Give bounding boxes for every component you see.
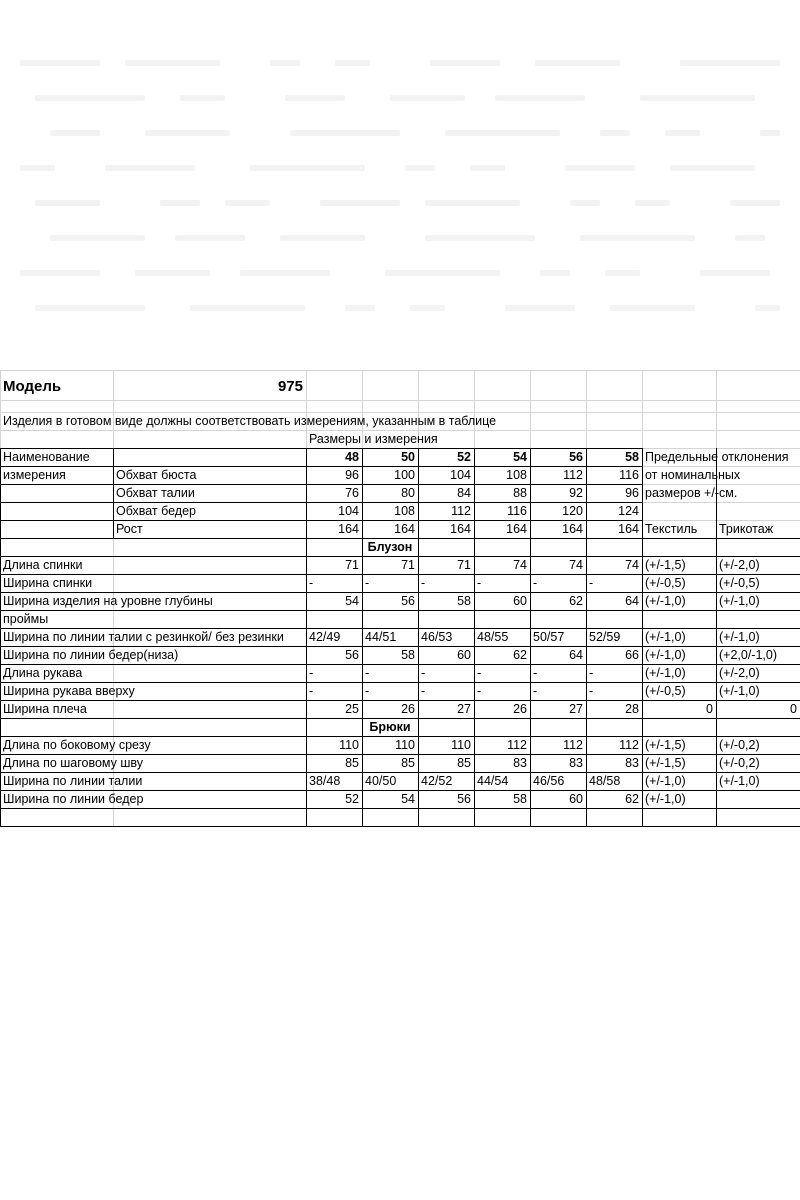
- blouse-row-value: -: [421, 576, 426, 590]
- blouse-row-value: -: [477, 576, 482, 590]
- ghost-stroke: [105, 165, 195, 171]
- blouse-row-value: 25: [345, 702, 359, 716]
- pants-row-value: 110: [451, 738, 471, 752]
- blouse-row-knit: 0: [790, 702, 797, 716]
- blouse-row-value: 74: [569, 558, 583, 572]
- blouse-row-value: -: [365, 576, 370, 590]
- grid-line: [530, 448, 531, 826]
- pants-row-value: 54: [401, 792, 415, 806]
- blouse-row-textile: (+/-1,0): [645, 666, 686, 680]
- pants-row-name: Длина по боковому срезу: [3, 738, 151, 752]
- deviation-label-1: Предельные отклонения: [645, 450, 789, 464]
- size-56: 56: [569, 450, 583, 464]
- blouse-row-value: 27: [457, 702, 471, 716]
- ghost-stroke: [240, 270, 330, 276]
- ghost-stroke: [135, 270, 210, 276]
- grid-line: [0, 400, 800, 401]
- blouse-row-value: 58: [401, 648, 415, 662]
- blouse-row-value: 26: [401, 702, 415, 716]
- blouse-row-value: -: [309, 684, 314, 698]
- ghost-stroke: [335, 60, 370, 66]
- ghost-stroke: [270, 60, 300, 66]
- blouse-row-knit: (+/-1,0): [719, 630, 760, 644]
- grid-line: [586, 448, 587, 826]
- ghost-stroke: [290, 130, 400, 136]
- blouse-row-value: 48/55: [477, 630, 509, 644]
- ghost-stroke: [540, 270, 570, 276]
- header-name-1: Наименование: [3, 450, 90, 464]
- blouse-row-value: 58: [457, 594, 471, 608]
- blouse-row-textile: (+/-0,5): [645, 576, 686, 590]
- size-50: 50: [401, 450, 415, 464]
- blouse-row-value: -: [421, 684, 426, 698]
- blouse-row-name: Длина спинки: [3, 558, 83, 572]
- grid-line: [362, 448, 363, 826]
- blouse-row-value: 42/49: [309, 630, 341, 644]
- base-value: 164: [562, 522, 583, 536]
- blouse-row-knit: (+/-1,0): [719, 684, 760, 698]
- blouse-row-knit: (+2,0/-1,0): [719, 648, 778, 662]
- base-value: 96: [625, 486, 639, 500]
- pants-row-value: 62: [625, 792, 639, 806]
- ghost-stroke: [700, 270, 770, 276]
- grid-line: [418, 448, 419, 826]
- base-value: 116: [507, 504, 527, 518]
- base-value: 164: [338, 522, 359, 536]
- base-value: 76: [345, 486, 359, 500]
- ghost-stroke: [50, 130, 100, 136]
- grid-line: [0, 370, 800, 371]
- ghost-stroke: [600, 130, 630, 136]
- blouse-row-value: [589, 610, 639, 628]
- pants-row-textile: (+/-1,0): [645, 774, 686, 788]
- base-value: 88: [513, 486, 527, 500]
- pants-row-value: 112: [619, 738, 639, 752]
- note-text: Изделия в готовом виде должны соответствовать измерениям, указанным в таблице: [3, 414, 497, 428]
- pants-row-knit: [719, 790, 797, 808]
- blouse-row-value: 28: [625, 702, 639, 716]
- blouse-row-name: Ширина рукава вверху: [3, 684, 135, 698]
- pants-row-value: 110: [339, 738, 359, 752]
- ghost-stroke: [570, 200, 600, 206]
- blouse-row-textile: (+/-1,0): [645, 594, 686, 608]
- ghost-stroke: [445, 130, 560, 136]
- textile-header: Текстиль: [645, 522, 698, 536]
- ghost-stroke: [20, 165, 55, 171]
- base-value: 84: [457, 486, 471, 500]
- ghost-stroke: [670, 165, 755, 171]
- blouse-row-value: 50/57: [533, 630, 565, 644]
- pants-row-value: 58: [513, 792, 527, 806]
- pants-row-value: 110: [395, 738, 415, 752]
- blouse-row-value: 26: [513, 702, 527, 716]
- faded-background-text: [0, 0, 800, 340]
- blouse-row-name: Ширина спинки: [3, 576, 93, 590]
- ghost-stroke: [20, 270, 100, 276]
- pants-row-knit: (+/-0,2): [719, 738, 760, 752]
- blouse-row-value: 66: [625, 648, 639, 662]
- ghost-stroke: [225, 200, 270, 206]
- ghost-stroke: [125, 60, 220, 66]
- blouse-row-value: 27: [569, 702, 583, 716]
- grid-line: [642, 448, 643, 826]
- pants-row-textile: (+/-1,0): [645, 792, 686, 806]
- blouse-row-knit: (+/-1,0): [719, 594, 760, 608]
- ghost-stroke: [320, 200, 400, 206]
- section-pants: Брюки: [369, 720, 411, 734]
- pants-row-value: 83: [513, 756, 527, 770]
- base-value: 164: [618, 522, 639, 536]
- pants-row-name: Ширина по линии бедер: [3, 792, 144, 806]
- ghost-stroke: [405, 165, 435, 171]
- model-number: 975: [277, 378, 303, 395]
- section-blouse: Блузон: [367, 540, 413, 554]
- blouse-row-value: 46/53: [421, 630, 453, 644]
- blouse-row-value: -: [421, 666, 426, 680]
- ghost-stroke: [345, 305, 375, 311]
- blouse-row-textile: 0: [706, 702, 713, 716]
- sizes-header: Размеры и измерения: [309, 432, 438, 446]
- ghost-stroke: [35, 200, 100, 206]
- size-48: 48: [345, 450, 359, 464]
- blouse-row-value: -: [533, 666, 538, 680]
- blouse-row-value: 71: [345, 558, 359, 572]
- ghost-stroke: [180, 95, 225, 101]
- grid-line: [474, 448, 475, 826]
- ghost-stroke: [755, 305, 780, 311]
- header-name-2: измерения: [3, 468, 66, 482]
- ghost-stroke: [385, 270, 500, 276]
- base-label: Обхват бюста: [116, 468, 197, 482]
- blouse-row-name: проймы: [3, 612, 49, 626]
- blouse-row-textile: (+/-1,0): [645, 630, 686, 644]
- ghost-stroke: [605, 270, 640, 276]
- ghost-stroke: [145, 130, 230, 136]
- pants-row-textile: (+/-1,5): [645, 756, 686, 770]
- ghost-stroke: [580, 235, 695, 241]
- base-value: 164: [506, 522, 527, 536]
- ghost-stroke: [35, 305, 145, 311]
- blouse-row-value: 71: [401, 558, 415, 572]
- ghost-stroke: [160, 200, 200, 206]
- blouse-row-value: 56: [345, 648, 359, 662]
- pants-row-value: 112: [563, 738, 583, 752]
- base-value: 164: [450, 522, 471, 536]
- blouse-row-value: 62: [569, 594, 583, 608]
- blouse-row-textile: (+/-1,0): [645, 648, 686, 662]
- ghost-stroke: [640, 95, 755, 101]
- ghost-stroke: [390, 95, 465, 101]
- blouse-row-value: 54: [345, 594, 359, 608]
- base-value: 80: [401, 486, 415, 500]
- blouse-row-value: -: [365, 666, 370, 680]
- pants-row-knit: (+/-0,2): [719, 756, 760, 770]
- blouse-row-value: 60: [513, 594, 527, 608]
- blouse-row-name: Ширина по линии бедер(низа): [3, 648, 179, 662]
- blouse-row-knit: (+/-2,0): [719, 666, 760, 680]
- base-value: 124: [618, 504, 639, 518]
- pants-row-value: 44/54: [477, 774, 509, 788]
- base-value: 112: [563, 468, 583, 482]
- size-58: 58: [625, 450, 639, 464]
- blouse-row-knit: [719, 610, 797, 628]
- ghost-stroke: [635, 200, 670, 206]
- base-value: 164: [394, 522, 415, 536]
- ghost-stroke: [730, 200, 780, 206]
- ghost-stroke: [505, 305, 575, 311]
- pants-row-value: 40/50: [365, 774, 397, 788]
- pants-row-value: 48/58: [589, 774, 621, 788]
- blouse-row-value: 71: [457, 558, 471, 572]
- pants-row-name: Длина по шаговому шву: [3, 756, 144, 770]
- base-value: 104: [338, 504, 359, 518]
- grid-line: [0, 826, 800, 827]
- blouse-row-value: 74: [513, 558, 527, 572]
- pants-row-value: 85: [345, 756, 359, 770]
- blouse-row-value: [309, 610, 359, 628]
- ghost-stroke: [35, 95, 145, 101]
- blouse-row-textile: [645, 610, 713, 628]
- blouse-row-value: 74: [625, 558, 639, 572]
- base-label: Обхват бедер: [116, 504, 196, 518]
- blouse-row-value: 64: [625, 594, 639, 608]
- ghost-stroke: [50, 235, 145, 241]
- blouse-row-name: Ширина плеча: [3, 702, 87, 716]
- ghost-stroke: [735, 235, 765, 241]
- blouse-row-knit: (+/-2,0): [719, 558, 760, 572]
- pants-row-value: 52: [345, 792, 359, 806]
- blouse-row-value: -: [477, 666, 482, 680]
- pants-row-value: 83: [625, 756, 639, 770]
- blouse-row-value: -: [589, 576, 594, 590]
- base-value: 104: [450, 468, 471, 482]
- pants-row-value: 85: [457, 756, 471, 770]
- base-value: 92: [569, 486, 583, 500]
- pants-row-value: 42/52: [421, 774, 453, 788]
- blouse-row-value: 62: [513, 648, 527, 662]
- blouse-row-value: -: [589, 666, 594, 680]
- pants-row-value: 56: [457, 792, 471, 806]
- blouse-row-value: [477, 610, 527, 628]
- ghost-stroke: [760, 130, 780, 136]
- ghost-stroke: [430, 60, 500, 66]
- base-label: Обхват талии: [116, 486, 195, 500]
- base-value: 116: [619, 468, 639, 482]
- base-value: 112: [451, 504, 471, 518]
- blouse-row-value: 64: [569, 648, 583, 662]
- blouse-row-textile: (+/-1,5): [645, 558, 686, 572]
- grid-line: [716, 448, 717, 826]
- blouse-row-value: -: [365, 684, 370, 698]
- pants-row-value: 85: [401, 756, 415, 770]
- ghost-stroke: [20, 60, 100, 66]
- ghost-stroke: [285, 95, 345, 101]
- blouse-row-value: -: [533, 684, 538, 698]
- base-value: 108: [394, 504, 415, 518]
- ghost-stroke: [535, 60, 620, 66]
- ghost-stroke: [250, 165, 365, 171]
- base-value: 100: [394, 468, 415, 482]
- blouse-row-value: 60: [457, 648, 471, 662]
- size-54: 54: [513, 450, 527, 464]
- ghost-stroke: [610, 305, 695, 311]
- ghost-stroke: [425, 235, 535, 241]
- ghost-stroke: [665, 130, 700, 136]
- blouse-row-value: [421, 610, 471, 628]
- grid-line: [306, 538, 307, 556]
- deviation-label-2: от номинальных: [645, 468, 741, 482]
- ghost-stroke: [680, 60, 780, 66]
- grid-line: [0, 448, 1, 826]
- blouse-row-value: [533, 610, 583, 628]
- blouse-row-textile: (+/-0,5): [645, 684, 686, 698]
- pants-row-textile: (+/-1,5): [645, 738, 686, 752]
- base-label: Рост: [116, 522, 143, 536]
- base-value: 120: [562, 504, 583, 518]
- pants-row-value: 46/56: [533, 774, 565, 788]
- pants-row-value: 60: [569, 792, 583, 806]
- ghost-stroke: [190, 305, 305, 311]
- blouse-row-value: -: [309, 666, 314, 680]
- blouse-row-name: Ширина изделия на уровне глубины: [3, 594, 213, 608]
- pants-row-knit: (+/-1,0): [719, 774, 760, 788]
- grid-line: [0, 808, 800, 809]
- blouse-row-value: [365, 610, 415, 628]
- blouse-row-value: -: [589, 684, 594, 698]
- pants-row-name: Ширина по линии талии: [3, 774, 143, 788]
- base-value: 108: [506, 468, 527, 482]
- pants-row-value: 112: [507, 738, 527, 752]
- blouse-row-value: -: [533, 576, 538, 590]
- blouse-row-knit: (+/-0,5): [719, 576, 760, 590]
- grid-line: [113, 448, 114, 538]
- blouse-row-value: -: [477, 684, 482, 698]
- blouse-row-value: 52/59: [589, 630, 621, 644]
- measurement-table: [0, 370, 800, 830]
- blouse-row-value: 56: [401, 594, 415, 608]
- pants-row-value: 38/48: [309, 774, 341, 788]
- deviation-label-3: размеров +/-см.: [645, 486, 738, 500]
- model-label: Модель: [3, 378, 62, 395]
- ghost-stroke: [425, 200, 520, 206]
- ghost-stroke: [175, 235, 245, 241]
- pants-row-value: 83: [569, 756, 583, 770]
- ghost-stroke: [410, 305, 445, 311]
- ghost-stroke: [470, 165, 505, 171]
- blouse-row-value: 44/51: [365, 630, 397, 644]
- ghost-stroke: [280, 235, 365, 241]
- blouse-row-name: Ширина по линии талии с резинкой/ без резинки: [3, 630, 284, 644]
- blouse-row-name: Длина рукава: [3, 666, 83, 680]
- knit-header: Трикотаж: [719, 522, 774, 536]
- base-value: 96: [345, 468, 359, 482]
- ghost-stroke: [495, 95, 585, 101]
- size-52: 52: [457, 450, 471, 464]
- blouse-row-value: -: [309, 576, 314, 590]
- ghost-stroke: [565, 165, 635, 171]
